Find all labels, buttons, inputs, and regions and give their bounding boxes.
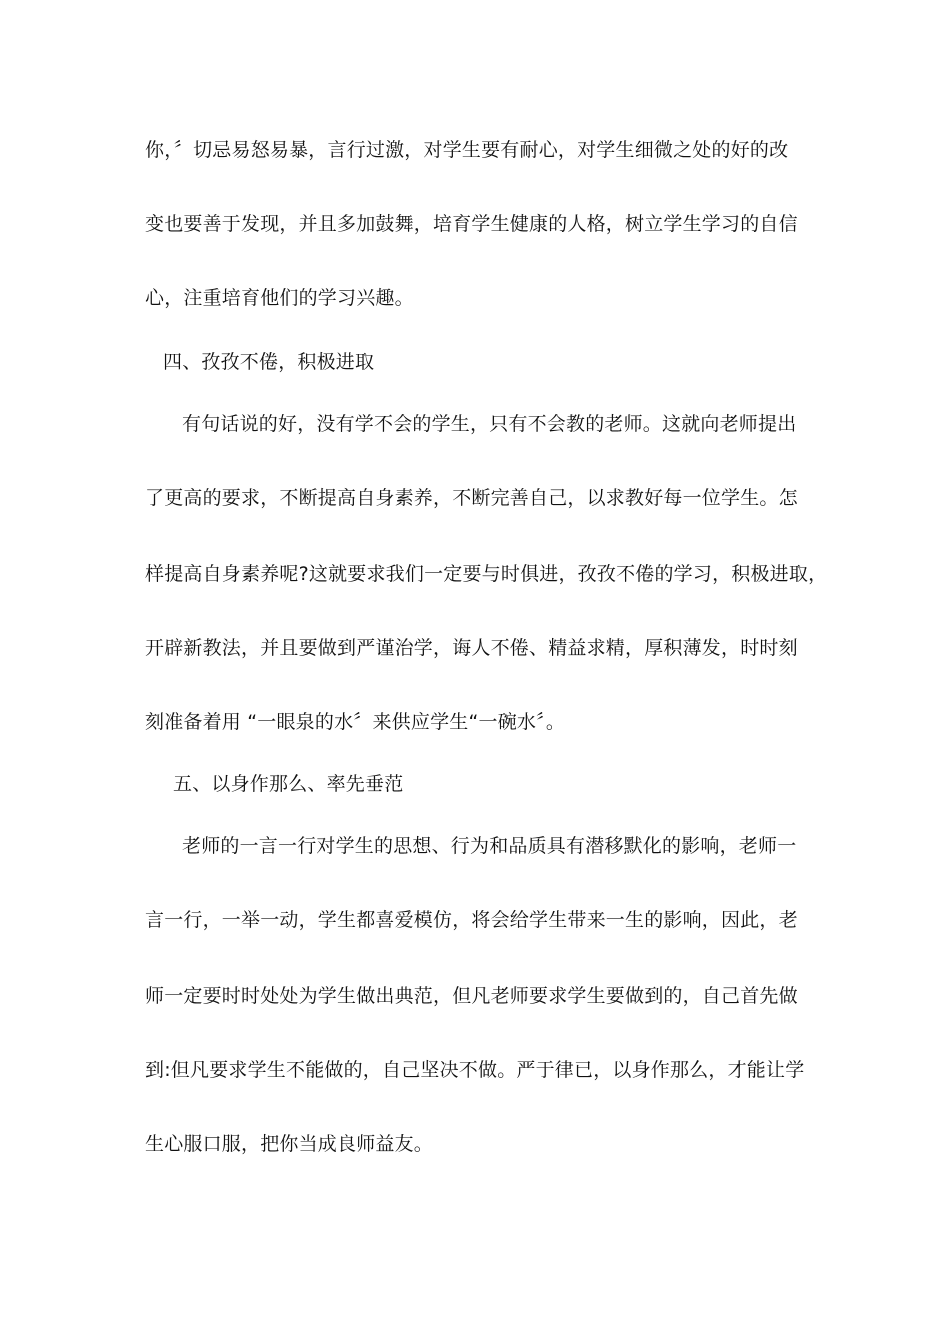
paragraph-line: 了更高的要求，不断提高自身素养，不断完善自己，以求教好每一位学生。怎 [145, 487, 798, 509]
paragraph-line: 开辟新教法，并且要做到严谨治学，诲人不倦、精益求精，厚积薄发，时时刻 [145, 637, 798, 659]
paragraph-line: 样提高自身素养呢?这就要求我们一定要与时俱进，孜孜不倦的学习，积极进取， [145, 563, 828, 585]
paragraph-line: 你，〞切忌易怒易暴，言行过激，对学生要有耐心，对学生细微之处的好的改 [145, 139, 789, 161]
paragraph-line: 老师的一言一行对学生的思想、行为和品质具有潜移默化的影响，老师一 [182, 835, 797, 857]
paragraph-line: 有句话说的好，没有学不会的学生，只有不会教的老师。这就向老师提出 [182, 413, 797, 435]
paragraph-line: 师一定要时时处处为学生做出典范，但凡老师要求学生要做到的，自己首先做 [145, 985, 798, 1007]
paragraph-line: 到:但凡要求学生不能做的，自己坚决不做。严于律已，以身作那么，才能让学 [145, 1059, 805, 1081]
section-heading: 四、孜孜不倦，积极进取 [163, 351, 375, 373]
paragraph-line: 刻准备着用 “一眼泉的水〞来供应学生“一碗水〞。 [145, 711, 566, 733]
paragraph-line: 言一行，一举一动，学生都喜爱模仿，将会给学生带来一生的影响，因此，老 [145, 909, 798, 931]
paragraph-line: 生心服口服，把你当成良师益友。 [145, 1133, 434, 1155]
section-heading: 五、以身作那么、率先垂范 [173, 773, 404, 795]
paragraph-line: 心，注重培育他们的学习兴趣。 [145, 287, 414, 309]
paragraph-line: 变也要善于发现，并且多加鼓舞，培育学生健康的人格，树立学生学习的自信 [145, 213, 798, 235]
